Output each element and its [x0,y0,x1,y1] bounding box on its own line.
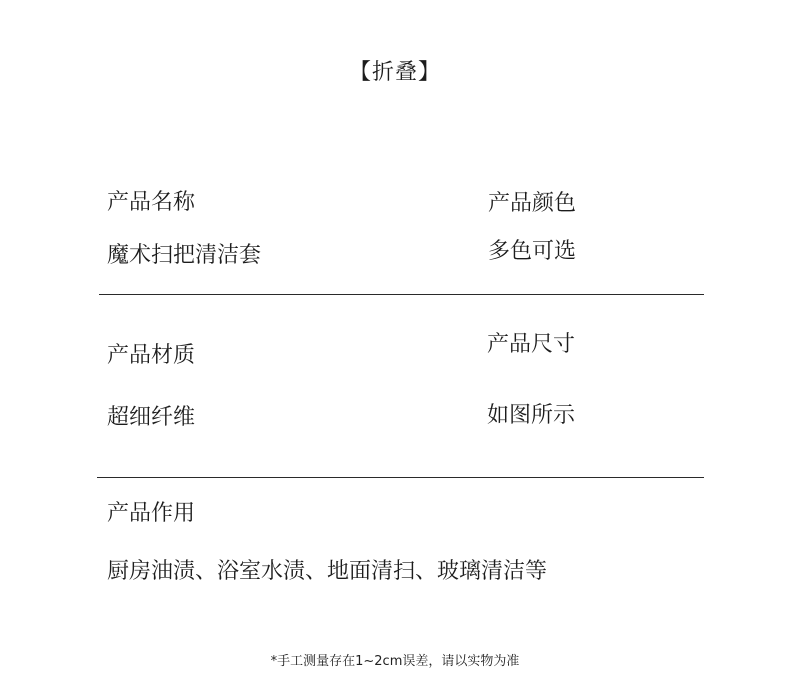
measurement-footnote: *手工测量存在1~2cm误差，请以实物为准 [270,654,520,669]
product-size-value: 如图所示 [487,403,576,428]
product-color-label: 产品颜色 [488,191,577,216]
divider-2 [97,477,704,478]
divider-1 [99,294,704,295]
product-usage-label: 产品作用 [107,501,196,526]
product-material-value: 超细纤维 [107,405,196,430]
product-usage-value: 厨房油渍、浴室水渍、地面清扫、玻璃清洁等 [107,559,548,584]
product-size-label: 产品尺寸 [487,332,576,357]
product-name-value: 魔术扫把清洁套 [107,243,262,268]
section-title: 【折叠】 [348,60,441,85]
product-name-label: 产品名称 [107,190,196,215]
product-material-label: 产品材质 [107,343,196,368]
product-color-value: 多色可选 [488,239,577,264]
